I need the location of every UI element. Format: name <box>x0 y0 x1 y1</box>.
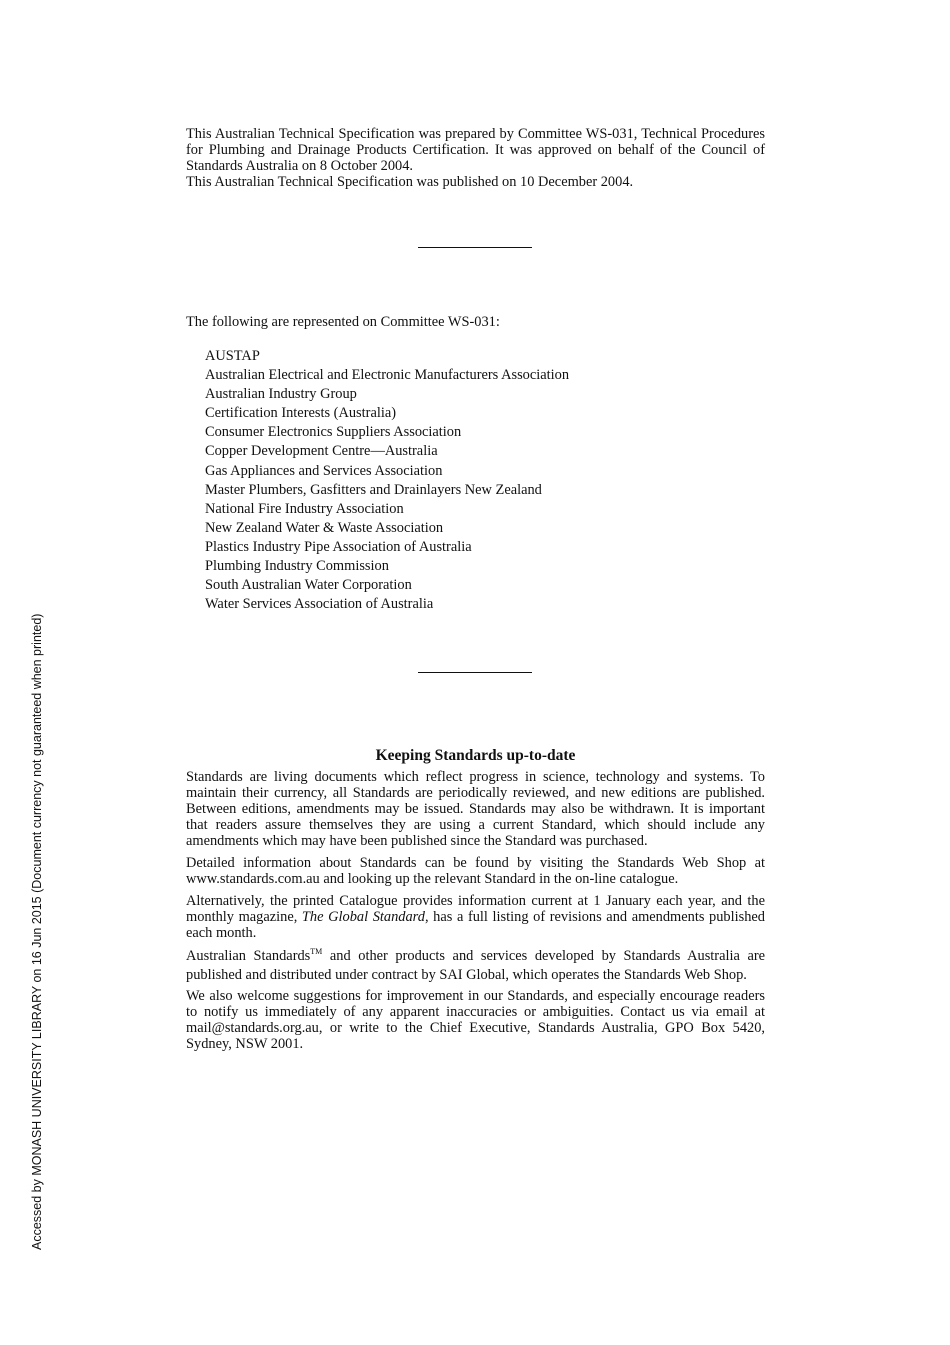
keeping-standards-body <box>186 769 765 1052</box>
australian-standards-text: Australian Standards <box>186 948 311 964</box>
paragraph-web-shop: Detailed information about Standards can be found by visiting the Standards Web Shop at www.standards.com.au and looking up the relevant Standard in the on-line catalogue. <box>186 855 765 887</box>
published-statement: This Australian Technical Specification was published on 10 December 2004. <box>186 174 634 190</box>
committee-member: Certification Interests (Australia) <box>205 405 397 422</box>
intro-block <box>186 126 765 190</box>
committee-member: Australian Electrical and Electronic Manufacturers Association <box>205 367 570 384</box>
committee-member: Master Plumbers, Gasfitters and Drainlayers New Zealand <box>205 481 542 498</box>
divider-2 <box>418 672 532 673</box>
trademark-mark: TM <box>310 947 323 957</box>
committee-member: Plumbing Industry Commission <box>205 558 389 575</box>
committee-member: New Zealand Water & Waste Association <box>205 519 444 536</box>
committee-member: Copper Development Centre—Australia <box>205 443 438 460</box>
committee-member: AUSTAP <box>205 348 260 364</box>
committee-member: Gas Appliances and Services Association <box>205 462 443 479</box>
prepared-statement: This Australian Technical Specification was prepared by Committee WS-031, Technical Procedures for Plumbing and Drainage Products Certification. It was approved on behalf of the Council of Standards Australia on 8 October 2004. <box>186 126 765 174</box>
keeping-standards-heading: Keeping Standards up-to-date <box>375 747 576 764</box>
committee-member: South Australian Water Corporation <box>205 577 412 594</box>
paragraph-sai-global <box>186 947 765 984</box>
committee-member: Water Services Association of Australia <box>205 596 434 613</box>
paragraph-living-documents: Standards are living documents which reflect progress in science, technology and systems. To maintain their currency, all Standards are periodically reviewed, and new editions are published. Between editions, amendments may be issued. Standards may also be withdrawn. It is important that readers assure themselves they are using a current Standard, which should include any amendments which may have been published since the Standard was purchased. <box>186 769 765 849</box>
paragraph-catalogue <box>186 893 765 941</box>
sai-global-text: and other products and services developed by Standards Australia are published and distributed under contract by SAI Global, which operates the Standards Web Shop. <box>186 948 766 983</box>
catalogue-text-b: , has a full listing of revisions and amendments published each month. <box>186 909 765 941</box>
divider-1 <box>418 247 532 248</box>
committee-member: Plastics Industry Pipe Association of Australia <box>205 538 472 555</box>
committee-member: Australian Industry Group <box>205 386 357 403</box>
global-standard-title: The Global Standard <box>301 909 425 925</box>
committee-intro: The following are represented on Committee WS-031: <box>186 314 500 330</box>
access-watermark: Accessed by MONASH UNIVERSITY LIBRARY on 16 Jun 2015 (Document currency not guaranteed when printed) <box>30 613 44 1250</box>
committee-member-list <box>205 347 569 614</box>
paragraph-feedback: We also welcome suggestions for improvement in our Standards, and especially encourage readers to notify us immediately of any apparent inaccuracies or ambiguities. Contact us via email at mail@standards.org.au, or write to the Chief Executive, Standards Australia, GPO Box 5420, Sydney, NSW 2001. <box>186 988 765 1052</box>
committee-member: National Fire Industry Association <box>205 500 404 517</box>
committee-member: Consumer Electronics Suppliers Association <box>205 424 462 441</box>
catalogue-text-a: Alternatively, the printed Catalogue provides information current at 1 January each year, and the monthly magazine, <box>186 893 765 925</box>
